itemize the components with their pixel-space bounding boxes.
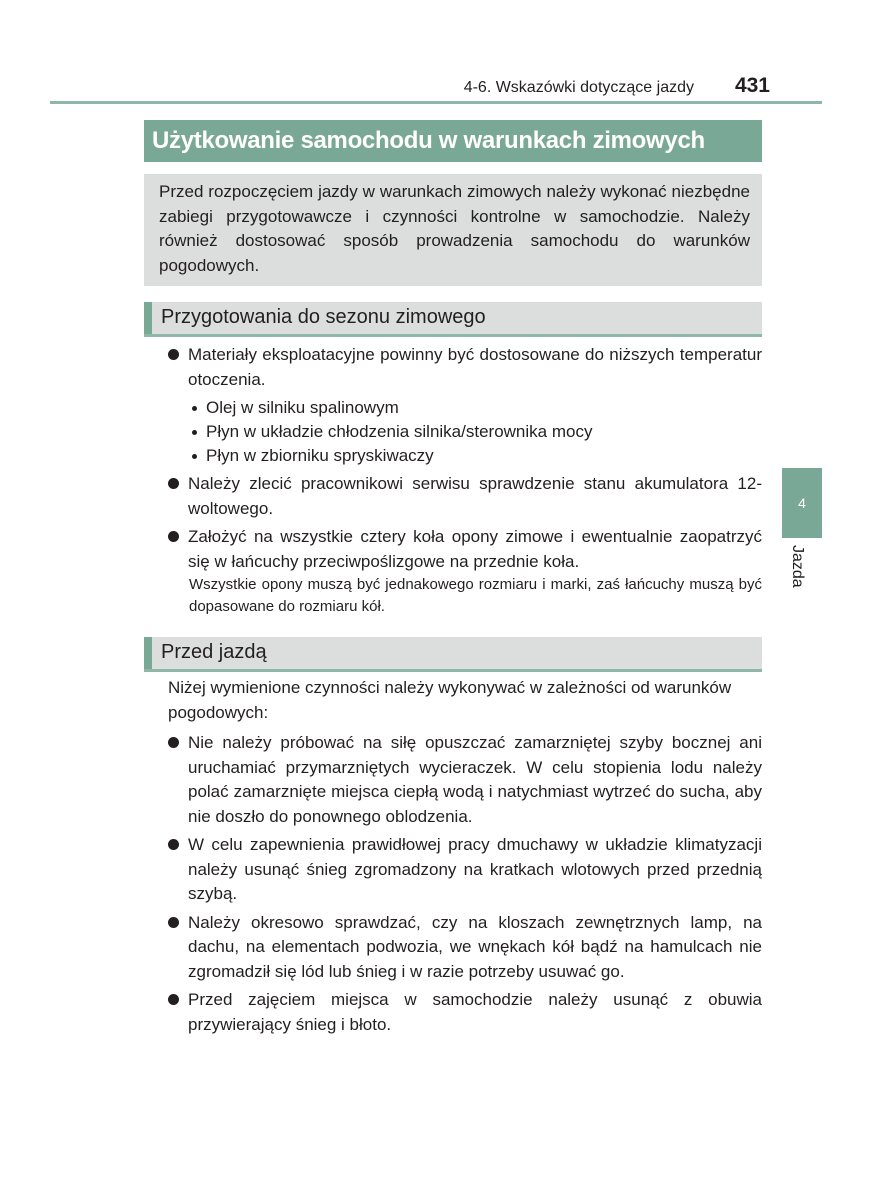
sub-list-item — [190, 396, 762, 420]
bullet-icon — [168, 531, 179, 542]
intro-text: Przed rozpoczęciem jazdy w warunkach zimowych należy wykonać niezbędne zabiegi przygotowawcze i czynności kontrolne w samochodzie. Należy również dostosować sposób prowadzenia samochodu do warunków pogodowych. — [159, 182, 750, 275]
list-item — [165, 472, 762, 521]
list-item-text: Nie należy próbować na siłę opuszczać zamarzniętej szyby bocznej ani uruchamiać przymarzniętych wycieraczek. W celu stopienia lodu należy polać zamarznięte miejsca ciepłą wodą i natychmiast wytrzeć do sucha, aby nie doszło do ponownego oblodzenia. — [188, 733, 762, 826]
list-item — [165, 911, 762, 985]
sub-list-item — [190, 420, 762, 444]
page-title: Użytkowanie samochodu w warunkach zimowych — [144, 120, 762, 162]
before-driving-list — [165, 676, 762, 1041]
sub-list-item — [190, 444, 762, 468]
list-item-text: W celu zapewnienia prawidłowej pracy dmuchawy w układzie klimatyzacji należy usunąć śnieg zgromadzony na kratkach wlotowych przed przednią szybą. — [188, 835, 762, 903]
list-item — [165, 731, 762, 829]
list-item — [165, 343, 762, 392]
section-heading-before-driving: Przed jazdą — [144, 637, 762, 669]
bullet-icon — [168, 994, 179, 1005]
bullet-icon — [168, 839, 179, 850]
list-item-text: Należy zlecić pracownikowi serwisu sprawdzenie stanu akumulatora 12-woltowego. — [188, 474, 762, 518]
list-item — [165, 525, 762, 574]
sub-list-item-text: Olej w silniku spalinowym — [206, 398, 399, 417]
list-item-text: Przed zajęciem miejsca w samochodzie należy usunąć z obuwia przywierający śnieg i błoto. — [188, 990, 762, 1034]
tire-note: Wszystkie opony muszą być jednakowego rozmiaru i marki, zaś łańcuchy muszą być dopasowane do rozmiaru kół. — [189, 576, 762, 615]
header-rule — [50, 101, 822, 104]
list-item — [165, 988, 762, 1037]
sub-list-item-text: Płyn w zbiorniku spryskiwaczy — [206, 446, 434, 465]
list-item-text: Materiały eksploatacyjne powinny być dostosowane do niższych temperatur otoczenia. — [188, 345, 762, 389]
sub-bullet-icon — [192, 406, 197, 411]
bullet-icon — [168, 478, 179, 489]
bullet-icon — [168, 737, 179, 748]
list-item-text: Należy okresowo sprawdzać, czy na kloszach zewnętrznych lamp, na dachu, na elementach podwozia, we wnękach kół bądź na hamulcach nie zgromadził się lód lub śnieg i w razie potrzeby usuwać go. — [188, 912, 762, 981]
bullet-icon — [168, 349, 179, 360]
page-header — [50, 70, 822, 104]
page-number: 431 — [734, 74, 770, 97]
section-lead-text: Niżej wymienione czynności należy wykonywać w zależności od warunków pogodowych: — [168, 678, 732, 722]
list-item — [165, 833, 762, 907]
sub-bullet-icon — [192, 454, 197, 459]
sub-list-item-text: Płyn w układzie chłodzenia silnika/sterownika mocy — [206, 422, 593, 441]
sub-list — [165, 396, 762, 468]
list-item-text: Założyć na wszystkie cztery koła opony zimowe i ewentualnie zaopatrzyć się w łańcuchy przeciwpoślizgowe na przednie koła. — [188, 527, 762, 571]
chapter-tab: 4 — [782, 468, 822, 538]
chapter-label: Jazda — [789, 545, 806, 588]
winter-prep-list — [165, 343, 762, 621]
section-heading-winter-prep: Przygotowania do sezonu zimowego — [144, 302, 762, 334]
sub-bullet-icon — [192, 430, 197, 435]
intro-box — [144, 174, 762, 286]
header-section-title: 4-6. Wskazówki dotyczące jazdy — [463, 79, 694, 96]
bullet-icon — [168, 917, 179, 928]
